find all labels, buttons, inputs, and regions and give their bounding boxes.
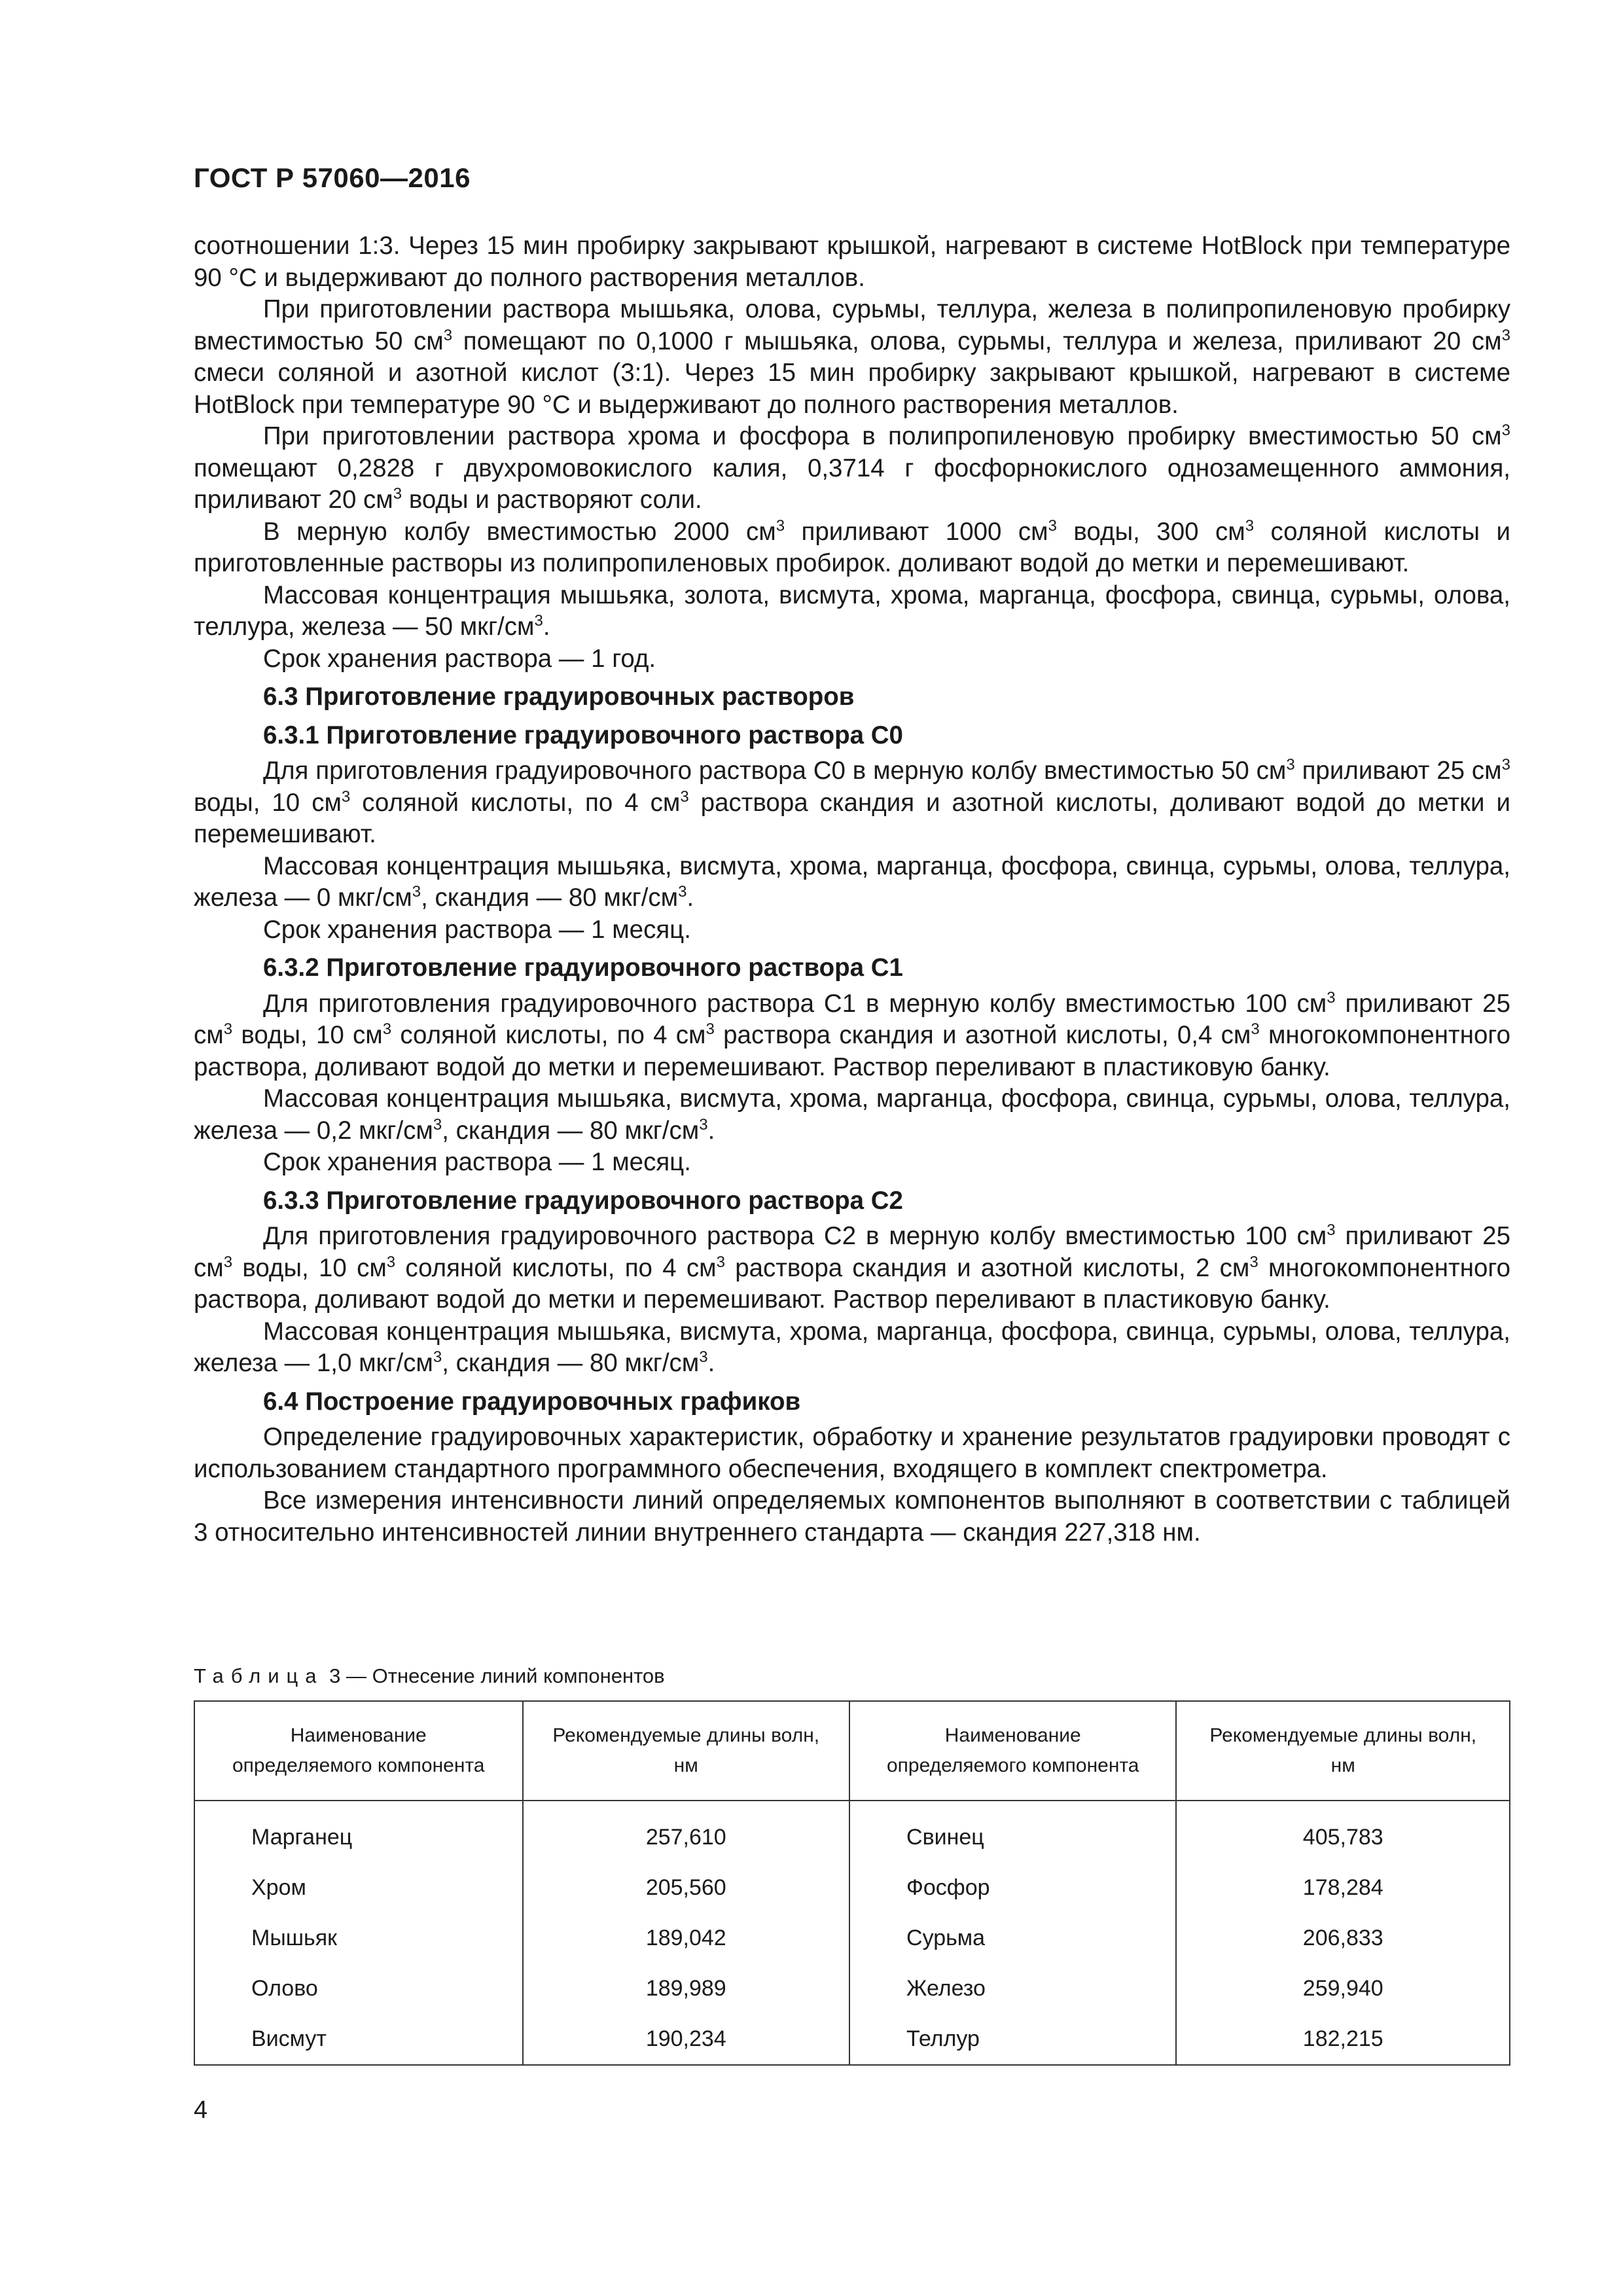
subsection-heading: 6.3.3 Приготовление градуировочного раствора С2 xyxy=(263,1186,903,1215)
paragraph: В мерную колбу вместимостью 2000 $см^3$ приливают 1000 $см^3$ воды, 300 $см^3$ соляной кислоты и приготовленные растворы из полипропиленовых пробирок. доливают водой до метки и перемешивают. xyxy=(194,516,1510,577)
wavelength: 189,042 xyxy=(523,1913,850,1964)
wavelength: 178,284 xyxy=(1176,1863,1510,1913)
component-name: Висмут xyxy=(194,2014,523,2065)
paragraph: Для приготовления градуировочного раствора С2 в мерную колбу вместимостью 100 $см^3$ приливают 25 $см^3$ воды, 10 $см^3$ соляной кислоты, по 4 $см^3$ раствора скандия и азотной кислоты, 2 $см^3$ многокомпонентного раствора, доливают водой до метки и перемешивают. Раствор переливают в пластиковую банку. xyxy=(194,1221,1510,1314)
wavelength: 190,234 xyxy=(523,2014,850,2065)
wavelength: 182,215 xyxy=(1176,2014,1510,2065)
column-header: Рекомендуемые длины волн, нм xyxy=(1176,1701,1510,1801)
paragraph: При приготовлении раствора хрома и фосфора в полипропиленовую пробирку вместимостью 50 $см^3$ помещают 0,2828 г двухромовокислого калия, 0,3714 г фосфорнокислого однозамещенного аммония, приливают 20 $см^3$ воды и растворяют соли. xyxy=(194,422,1510,514)
paragraph: Массовая концентрация мышьяка, висмута, хрома, марганца, фосфора, свинца, сурьмы, олова, теллура, железа — 0 мкг/$см^3$, скандия — 80 мкг/$см^3$. xyxy=(194,852,1510,912)
document-header: ГОСТ Р 57060—2016 xyxy=(194,162,471,193)
component-name: Мышьяк xyxy=(194,1913,523,1964)
paragraph: Срок хранения раствора — 1 год. xyxy=(263,644,656,673)
component-name: Железо xyxy=(849,1964,1176,2014)
document-body xyxy=(194,230,1510,1549)
table-caption: Таблица 3 — Отнесение линий компонентов xyxy=(194,1664,665,1687)
paragraph: Для приготовления градуировочного раствора С1 в мерную колбу вместимостью 100 $см^3$ приливают 25 $см^3$ воды, 10 $см^3$ соляной кислоты, по 4 $см^3$ раствора скандия и азотной кислоты, 0,4 $см^3$ многокомпонентного раствора, доливают водой до метки и перемешивают. Раствор переливают в пластиковую банку. xyxy=(194,988,1510,1081)
paragraph: соотношении 1:3. Через 15 мин пробирку закрывают крышкой, нагревают в системе HotBlock при температуре 90 °С и выдерживают до полного растворения металлов. xyxy=(194,232,1510,292)
subsection-heading: 6.3.1 Приготовление градуировочного раствора С0 xyxy=(263,721,903,749)
table-row xyxy=(194,1913,1510,1964)
table-header-row xyxy=(194,1701,1510,1801)
paragraph: Срок хранения раствора — 1 месяц. xyxy=(263,1148,691,1176)
column-header: Рекомендуемые длины волн, нм xyxy=(523,1701,850,1801)
column-header: Наименование определяемого компонента xyxy=(194,1701,523,1801)
table-row xyxy=(194,1863,1510,1913)
component-name: Свинец xyxy=(849,1801,1176,1863)
wavelength: 189,989 xyxy=(523,1964,850,2014)
wavelength: 206,833 xyxy=(1176,1913,1510,1964)
paragraph: Срок хранения раствора — 1 месяц. xyxy=(263,915,691,944)
section-heading: 6.4 Построение градуировочных графиков xyxy=(263,1387,801,1416)
subsection-heading: 6.3.2 Приготовление градуировочного раствора С1 xyxy=(263,954,903,982)
paragraph: Массовая концентрация мышьяка, золота, висмута, хрома, марганца, фосфора, свинца, сурьмы, олова, теллура, железа — 50 мкг/$см^3$. xyxy=(194,581,1510,641)
wavelength: 205,560 xyxy=(523,1863,850,1913)
component-name: Олово xyxy=(194,1964,523,2014)
table-row xyxy=(194,2014,1510,2065)
paragraph: Массовая концентрация мышьяка, висмута, хрома, марганца, фосфора, свинца, сурьмы, олова, теллура, железа — 1,0 мкг/$см^3$, скандия — 80 мкг/$см^3$. xyxy=(194,1317,1510,1377)
component-name: Хром xyxy=(194,1863,523,1913)
paragraph: Определение градуировочных характеристик, обработку и хранение результатов градуировки проводят с использованием стандартного программного обеспечения, входящего в комплект спектрометра. xyxy=(194,1423,1510,1483)
section-heading: 6.3 Приготовление градуировочных растворов xyxy=(263,683,855,711)
spectral-lines-table xyxy=(194,1700,1510,2066)
column-header: Наименование определяемого компонента xyxy=(849,1701,1176,1801)
paragraph: Для приготовления градуировочного раствора С0 в мерную колбу вместимостью 50 $см^3$ приливают 25 $см^3$ воды, 10 $см^3$ соляной кислоты, по 4 $см^3$ раствора скандия и азотной кислоты, доливают водой до метки и перемешивают. xyxy=(194,756,1511,848)
component-name: Марганец xyxy=(194,1801,523,1863)
component-name: Фосфор xyxy=(849,1863,1176,1913)
paragraph: Массовая концентрация мышьяка, висмута, хрома, марганца, фосфора, свинца, сурьмы, олова, теллура, железа — 0,2 мкг/$см^3$, скандия — 80 мкг/$см^3$. xyxy=(194,1085,1510,1145)
table-row xyxy=(194,1801,1510,1863)
component-name: Сурьма xyxy=(849,1913,1176,1964)
table-row xyxy=(194,1964,1510,2014)
page-number: 4 xyxy=(194,2096,208,2124)
wavelength: 257,610 xyxy=(523,1801,850,1863)
paragraph: Все измерения интенсивности линий определяемых компонентов выполняют в соответствии с таблицей 3 относительно интенсивностей линии внутреннего стандарта — скандия 227,318 нм. xyxy=(194,1486,1510,1547)
wavelength: 259,940 xyxy=(1176,1964,1510,2014)
paragraph: При приготовлении раствора мышьяка, олова, сурьмы, теллура, железа в полипропиленовую пробирку вместимостью 50 $см^3$ помещают по 0,1000 г мышьяка, олова, сурьмы, теллура и железа, приливают 20 $см^3$ смеси соляной и азотной кислот (3:1). Через 15 мин пробирку закрывают крышкой, нагревают в системе HotBlock при температуре 90 °С и выдерживают до полного растворения металлов. xyxy=(194,295,1510,419)
component-name: Теллур xyxy=(849,2014,1176,2065)
wavelength: 405,783 xyxy=(1176,1801,1510,1863)
